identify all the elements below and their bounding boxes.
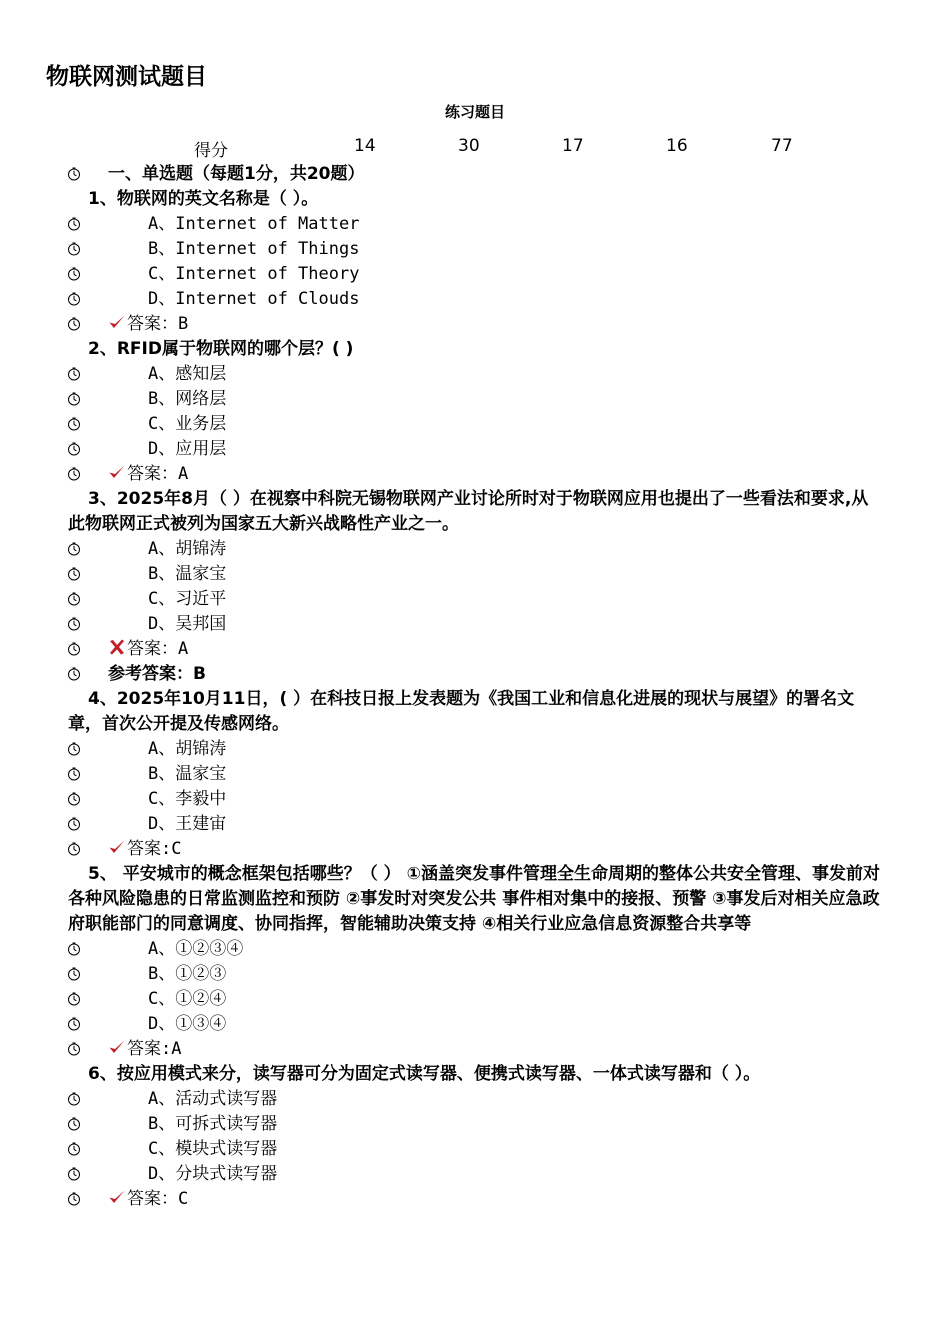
timer-icon	[66, 237, 82, 262]
timer-icon-graphic	[67, 567, 81, 581]
option-row	[0, 562, 950, 587]
score-value: 77	[771, 136, 793, 156]
option-row	[0, 787, 950, 812]
option-text: D、应用层	[148, 439, 227, 459]
timer-icon-graphic	[67, 242, 81, 256]
option-row	[0, 762, 950, 787]
timer-icon-graphic	[67, 742, 81, 756]
answer-line	[108, 637, 188, 662]
score-value: 14	[354, 136, 376, 156]
timer-icon	[66, 1187, 82, 1212]
timer-icon	[66, 962, 82, 987]
question-text: 5、 平安城市的概念框架包括哪些？（ ） ①涵盖突发事件管理全生命周期的整体公共安全管理、事发前对各种风险隐患的日常监测监控和预防 ②事发时对突发公共 事件相对集中的接报、预警 ③事发后对相关应急政府职能部门的同意调度、协同指挥，智能辅助决策支持 ④相关行业应急信息资源整合共享等	[68, 864, 880, 934]
timer-icon-graphic	[67, 1142, 81, 1156]
timer-icon-graphic	[67, 1092, 81, 1106]
answer-text: 答案：C	[127, 1189, 189, 1209]
timer-icon	[66, 362, 82, 387]
timer-icon	[66, 1012, 82, 1037]
option-row	[0, 437, 950, 462]
score-row	[0, 136, 950, 160]
timer-icon-graphic	[67, 317, 81, 331]
timer-icon	[66, 737, 82, 762]
answer-text: 答案:C	[127, 839, 182, 859]
timer-icon-graphic	[67, 942, 81, 956]
option-row	[0, 387, 950, 412]
timer-icon	[66, 662, 82, 687]
checkmark-icon	[108, 314, 127, 334]
timer-icon	[66, 587, 82, 612]
option-text: A、活动式读写器	[148, 1089, 278, 1109]
option-row	[0, 1162, 950, 1187]
reference-row	[0, 662, 950, 687]
timer-icon-graphic	[67, 767, 81, 781]
timer-icon-graphic	[67, 217, 81, 231]
timer-icon-graphic	[67, 542, 81, 556]
option-text: D、吴邦国	[148, 614, 227, 634]
timer-icon-graphic	[67, 292, 81, 306]
section-row	[0, 162, 950, 187]
timer-icon-graphic	[67, 617, 81, 631]
answer-row	[0, 462, 950, 487]
practice-subtitle: 练习题目	[444, 103, 505, 121]
timer-icon	[66, 1162, 82, 1187]
timer-icon	[66, 462, 82, 487]
option-row	[0, 937, 950, 962]
timer-icon	[66, 312, 82, 337]
score-value: 17	[562, 136, 584, 156]
checkmark-icon	[108, 839, 127, 859]
option-row	[0, 412, 950, 437]
timer-icon-graphic	[67, 1167, 81, 1181]
option-row	[0, 262, 950, 287]
option-text: C、模块式读写器	[148, 1139, 278, 1159]
timer-icon-graphic	[67, 1042, 81, 1056]
timer-icon	[66, 1037, 82, 1062]
question-list	[0, 162, 950, 1212]
timer-icon-graphic	[67, 992, 81, 1006]
timer-icon-graphic	[67, 967, 81, 981]
option-row	[0, 737, 950, 762]
option-text: B、可拆式读写器	[148, 1114, 278, 1134]
answer-text: 答案:A	[127, 1039, 182, 1059]
option-text: A、①②③④	[148, 939, 244, 959]
option-text: C、李毅中	[148, 789, 227, 809]
timer-icon	[66, 937, 82, 962]
question-text: 4、2025年10月11日，( ）在科技日报上发表题为《我国工业和信息化进展的现状与展望》的署名文章，首次公开提及传感网络。	[68, 689, 855, 734]
timer-icon	[66, 1112, 82, 1137]
timer-icon	[66, 287, 82, 312]
timer-icon	[66, 162, 82, 187]
option-text: D、分块式读写器	[148, 1164, 278, 1184]
timer-icon-graphic	[67, 792, 81, 806]
timer-icon	[66, 1087, 82, 1112]
option-text: D、①③④	[148, 1014, 227, 1034]
timer-icon	[66, 987, 82, 1012]
checkmark-icon	[108, 464, 127, 484]
timer-icon	[66, 612, 82, 637]
option-row	[0, 612, 950, 637]
answer-row	[0, 1187, 950, 1212]
timer-icon	[66, 562, 82, 587]
timer-icon-graphic	[67, 1017, 81, 1031]
score-value: 16	[666, 136, 688, 156]
timer-icon-graphic	[67, 642, 81, 656]
timer-icon-graphic	[67, 667, 81, 681]
answer-line	[108, 312, 188, 337]
timer-icon	[66, 1137, 82, 1162]
option-row	[0, 987, 950, 1012]
score-label: 得分	[194, 141, 228, 161]
option-text: C、业务层	[148, 414, 227, 434]
option-text: B、①②③	[148, 964, 227, 984]
cross-icon	[108, 639, 127, 659]
timer-icon	[66, 262, 82, 287]
question-text: 2、RFID属于物联网的哪个层？( )	[88, 339, 354, 359]
option-text: C、习近平	[148, 589, 227, 609]
timer-icon-graphic	[67, 267, 81, 281]
option-text: A、感知层	[148, 364, 227, 384]
answer-text: 答案：A	[127, 639, 189, 659]
option-row	[0, 1012, 950, 1037]
option-row	[0, 212, 950, 237]
option-row	[0, 1112, 950, 1137]
option-text: D、Internet of Clouds	[148, 289, 360, 309]
option-row	[0, 237, 950, 262]
timer-icon-graphic	[67, 592, 81, 606]
option-row	[0, 962, 950, 987]
question-text: 6、按应用模式来分，读写器可分为固定式读写器、便携式读写器、一体式读写器和（ ）。	[88, 1064, 761, 1084]
option-row	[0, 587, 950, 612]
answer-row	[0, 312, 950, 337]
option-text: A、胡锦涛	[148, 539, 227, 559]
option-text: B、Internet of Things	[148, 239, 360, 259]
timer-icon-graphic	[67, 167, 81, 181]
timer-icon-graphic	[67, 467, 81, 481]
answer-line	[108, 837, 181, 862]
timer-icon-graphic	[67, 442, 81, 456]
section-heading: 一、单选题（每题1分，共20题）	[108, 164, 365, 184]
option-text: C、①②④	[148, 989, 227, 1009]
timer-icon	[66, 212, 82, 237]
reference-answer: 参考答案：B	[108, 664, 206, 684]
timer-icon	[66, 787, 82, 812]
answer-row	[0, 837, 950, 862]
checkmark-icon	[108, 1039, 127, 1059]
question-text: 1、物联网的英文名称是（ ）。	[88, 189, 319, 209]
option-text: C、Internet of Theory	[148, 264, 360, 284]
timer-icon	[66, 762, 82, 787]
answer-row	[0, 1037, 950, 1062]
answer-text: 答案：A	[127, 464, 189, 484]
timer-icon-graphic	[67, 817, 81, 831]
option-row	[0, 1087, 950, 1112]
option-text: B、网络层	[148, 389, 227, 409]
checkmark-icon	[108, 1189, 127, 1209]
question-text: 3、2025年8月（ ）在视察中科院无锡物联网产业讨论所时对于物联网应用也提出了一些看法和要求,从此物联网正式被列为国家五大新兴战略性产业之一。	[68, 489, 869, 534]
option-row	[0, 362, 950, 387]
option-row	[0, 537, 950, 562]
option-text: A、胡锦涛	[148, 739, 227, 759]
timer-icon	[66, 637, 82, 662]
timer-icon-graphic	[67, 842, 81, 856]
timer-icon	[66, 812, 82, 837]
timer-icon	[66, 437, 82, 462]
option-text: B、温家宝	[148, 564, 227, 584]
document-title: 物联网测试题目	[46, 64, 207, 90]
timer-icon-graphic	[67, 392, 81, 406]
timer-icon	[66, 837, 82, 862]
option-text: B、温家宝	[148, 764, 227, 784]
answer-line	[108, 1187, 188, 1212]
answer-text: 答案：B	[127, 314, 189, 334]
timer-icon-graphic	[67, 367, 81, 381]
timer-icon	[66, 412, 82, 437]
option-row	[0, 287, 950, 312]
option-row	[0, 1137, 950, 1162]
timer-icon	[66, 387, 82, 412]
answer-line	[108, 462, 188, 487]
timer-icon-graphic	[67, 1117, 81, 1131]
option-text: A、Internet of Matter	[148, 214, 360, 234]
score-value: 30	[458, 136, 480, 156]
option-text: D、王建宙	[148, 814, 227, 834]
timer-icon	[66, 537, 82, 562]
answer-line	[108, 1037, 181, 1062]
timer-icon-graphic	[67, 1192, 81, 1206]
timer-icon-graphic	[67, 417, 81, 431]
answer-row	[0, 637, 950, 662]
option-row	[0, 812, 950, 837]
